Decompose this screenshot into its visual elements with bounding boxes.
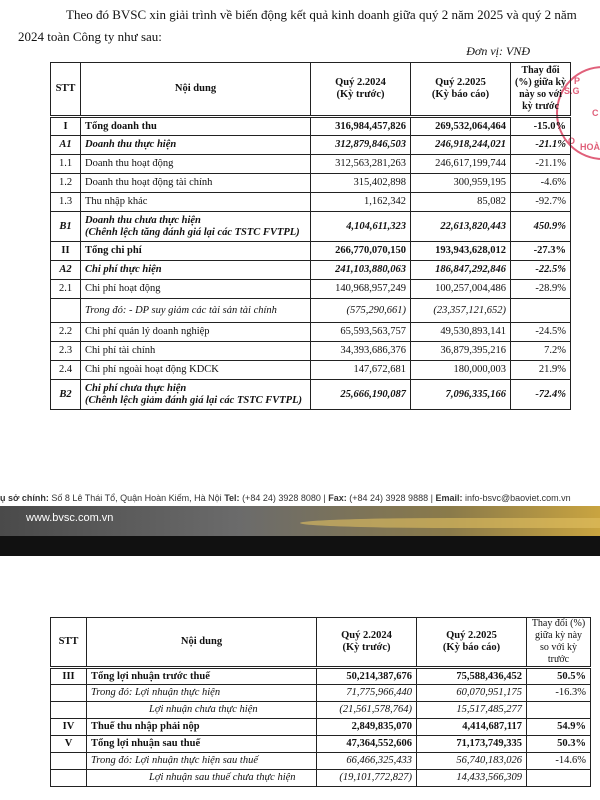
table-row xyxy=(51,261,571,280)
cell-stt: B2 xyxy=(51,380,81,410)
cell-stt: 2.2 xyxy=(51,323,81,342)
cell-q2024: 312,879,846,503 xyxy=(311,136,411,155)
cell-stt: 2.1 xyxy=(51,280,81,299)
profit-table xyxy=(50,617,591,787)
unit-label: Đơn vị: VNĐ xyxy=(466,44,530,58)
cell-q2025: 60,070,951,175 xyxy=(417,685,527,702)
cell-stt: 1.3 xyxy=(51,193,81,212)
cell-stt: I xyxy=(51,117,81,136)
cell-q2025: (23,357,121,652) xyxy=(411,299,511,323)
cell-stt: II xyxy=(51,242,81,261)
cell-stt: 1.2 xyxy=(51,174,81,193)
cell-stt xyxy=(51,299,81,323)
table-row xyxy=(51,342,571,361)
cell-change: 54.9% xyxy=(527,719,591,736)
cell-q2024: 312,563,281,263 xyxy=(311,155,411,174)
cell-change: 21.9% xyxy=(511,361,571,380)
header-change-2: Thay đổi (%) giữa kỳ này so với kỳ trước xyxy=(527,618,591,668)
cell-change xyxy=(527,770,591,787)
cell-q2025: 300,959,195 xyxy=(411,174,511,193)
cell-stt: IV xyxy=(51,719,87,736)
cell-stt: 2.4 xyxy=(51,361,81,380)
table-row xyxy=(51,685,591,702)
cell-content: Thu nhập khác xyxy=(81,193,311,212)
cell-q2025: 49,530,893,141 xyxy=(411,323,511,342)
cell-change: -21.1% xyxy=(511,136,571,155)
table-row xyxy=(51,155,571,174)
cell-content: Trong đó: - DP suy giảm các tài sản tài chính xyxy=(81,299,311,323)
cell-q2024: 65,593,563,757 xyxy=(311,323,411,342)
header-q2025-2: Quý 2.2025 (Kỳ báo cáo) xyxy=(417,618,527,668)
cell-q2024: 140,968,957,249 xyxy=(311,280,411,299)
footer-wave xyxy=(300,518,600,528)
business-results-table xyxy=(50,62,571,410)
cell-q2024: 71,775,966,440 xyxy=(317,685,417,702)
cell-content: Chi phí tài chính xyxy=(81,342,311,361)
cell-q2025: 85,082 xyxy=(411,193,511,212)
cell-stt: A1 xyxy=(51,136,81,155)
table-row xyxy=(51,736,591,753)
table-row xyxy=(51,174,571,193)
cell-content: Thuế thu nhập phải nộp xyxy=(87,719,317,736)
header-change: Thay đổi (%) giữa kỳ này so với kỳ trước xyxy=(511,63,571,117)
website-link[interactable]: www.bvsc.com.vn xyxy=(26,512,114,524)
cell-change: -21.1% xyxy=(511,155,571,174)
cell-stt: A2 xyxy=(51,261,81,280)
cell-change: -28.9% xyxy=(511,280,571,299)
cell-change: -24.5% xyxy=(511,323,571,342)
cell-content: Tổng lợi nhuận sau thuế xyxy=(87,736,317,753)
header-content: Nội dung xyxy=(81,63,311,117)
cell-q2025: 269,532,064,464 xyxy=(411,117,511,136)
header-q2025: Quý 2.2025 (Kỳ báo cáo) xyxy=(411,63,511,117)
cell-q2025: 180,000,003 xyxy=(411,361,511,380)
header-stt: STT xyxy=(51,63,81,117)
table-row xyxy=(51,668,591,685)
header-q2024-2: Quý 2.2024 (Kỳ trước) xyxy=(317,618,417,668)
cell-change: 7.2% xyxy=(511,342,571,361)
cell-q2024: 315,402,898 xyxy=(311,174,411,193)
cell-q2024: 147,672,681 xyxy=(311,361,411,380)
cell-content: Doanh thu chưa thực hiện (Chênh lệch tăng đánh giá lại các TSTC FVTPL) xyxy=(81,212,311,242)
cell-change: 50.5% xyxy=(527,668,591,685)
company-seal: S.G P C O HOÀ xyxy=(556,66,600,160)
cell-content: Doanh thu hoạt động tài chính xyxy=(81,174,311,193)
table-row xyxy=(51,280,571,299)
cell-q2025: 246,918,244,021 xyxy=(411,136,511,155)
cell-content: Doanh thu hoạt động xyxy=(81,155,311,174)
header-stt-2: STT xyxy=(51,618,87,668)
intro-paragraph: Theo đó BVSC xin giải trình về biến động kết quả kinh doanh giữa quý 2 năm 2025 và quý 2 năm 2024 toàn Công ty như sau: xyxy=(18,7,577,44)
cell-content: Tổng lợi nhuận trước thuế xyxy=(87,668,317,685)
table-row xyxy=(51,117,571,136)
cell-change: 450.9% xyxy=(511,212,571,242)
table-row xyxy=(51,702,591,719)
table-row xyxy=(51,770,591,787)
header-content-2: Nội dung xyxy=(87,618,317,668)
cell-q2024: 266,770,070,150 xyxy=(311,242,411,261)
cell-change xyxy=(527,702,591,719)
cell-q2024: 25,666,190,087 xyxy=(311,380,411,410)
cell-content: Chi phí quản lý doanh nghiệp xyxy=(81,323,311,342)
cell-q2024: 316,984,457,826 xyxy=(311,117,411,136)
cell-q2024: 241,103,880,063 xyxy=(311,261,411,280)
cell-q2025: 56,740,183,026 xyxy=(417,753,527,770)
cell-q2025: 193,943,628,012 xyxy=(411,242,511,261)
cell-content: Trong đó: Lợi nhuận thực hiện xyxy=(87,685,317,702)
cell-q2025: 7,096,335,166 xyxy=(411,380,511,410)
cell-q2025: 100,257,004,486 xyxy=(411,280,511,299)
cell-stt xyxy=(51,702,87,719)
table-row xyxy=(51,753,591,770)
cell-q2024: (21,561,578,764) xyxy=(317,702,417,719)
table-row xyxy=(51,136,571,155)
cell-q2025: 186,847,292,846 xyxy=(411,261,511,280)
table-row xyxy=(51,212,571,242)
table-row xyxy=(51,242,571,261)
cell-change xyxy=(511,299,571,323)
cell-q2024: (575,290,661) xyxy=(311,299,411,323)
company-address-line: ụ sở chính: Số 8 Lê Thái Tổ, Quận Hoàn Kiếm, Hà Nội Tel: (+84 24) 3928 8080 | Fax: (+84 24) 3928 9888 | Email: info-bsvc@baoviet.com.vn xyxy=(0,493,571,503)
cell-q2024: 1,162,342 xyxy=(311,193,411,212)
page-gap xyxy=(0,536,600,556)
cell-content: Chi phí ngoài hoạt động KDCK xyxy=(81,361,311,380)
cell-q2024: 34,393,686,376 xyxy=(311,342,411,361)
table-row xyxy=(51,380,571,410)
table-row xyxy=(51,719,591,736)
cell-q2025: 15,517,485,277 xyxy=(417,702,527,719)
cell-content: Tổng chi phí xyxy=(81,242,311,261)
cell-stt: III xyxy=(51,668,87,685)
table-row xyxy=(51,193,571,212)
cell-q2025: 14,433,566,309 xyxy=(417,770,527,787)
cell-content: Lợi nhuận sau thuế chưa thực hiện xyxy=(87,770,317,787)
cell-content: Lợi nhuận chưa thực hiện xyxy=(87,702,317,719)
cell-content: Chi phí chưa thực hiện (Chênh lệch giảm đánh giá lại các TSTC FVTPL) xyxy=(81,380,311,410)
cell-q2025: 22,613,820,443 xyxy=(411,212,511,242)
cell-content: Trong đó: Lợi nhuận thực hiện sau thuế xyxy=(87,753,317,770)
cell-change: -92.7% xyxy=(511,193,571,212)
table-row xyxy=(51,323,571,342)
cell-q2025: 75,588,436,452 xyxy=(417,668,527,685)
cell-change: -16.3% xyxy=(527,685,591,702)
cell-change: -15.0% xyxy=(511,117,571,136)
cell-change: -22.5% xyxy=(511,261,571,280)
cell-stt: V xyxy=(51,736,87,753)
cell-change: -14.6% xyxy=(527,753,591,770)
cell-content: Chi phí hoạt động xyxy=(81,280,311,299)
table-row xyxy=(51,361,571,380)
cell-q2024: 2,849,835,070 xyxy=(317,719,417,736)
cell-q2025: 4,414,687,117 xyxy=(417,719,527,736)
cell-content: Doanh thu thực hiện xyxy=(81,136,311,155)
cell-stt: B1 xyxy=(51,212,81,242)
cell-stt: 1.1 xyxy=(51,155,81,174)
cell-q2024: (19,101,772,827) xyxy=(317,770,417,787)
cell-change: 50.3% xyxy=(527,736,591,753)
cell-change: -27.3% xyxy=(511,242,571,261)
cell-stt xyxy=(51,753,87,770)
cell-content: Chi phí thực hiện xyxy=(81,261,311,280)
cell-q2025: 246,617,199,744 xyxy=(411,155,511,174)
header-q2024: Quý 2.2024 (Kỳ trước) xyxy=(311,63,411,117)
cell-content: Tổng doanh thu xyxy=(81,117,311,136)
cell-q2024: 66,466,325,433 xyxy=(317,753,417,770)
cell-stt: 2.3 xyxy=(51,342,81,361)
cell-stt xyxy=(51,685,87,702)
cell-q2025: 36,879,395,216 xyxy=(411,342,511,361)
cell-q2025: 71,173,749,335 xyxy=(417,736,527,753)
cell-change: -72.4% xyxy=(511,380,571,410)
cell-q2024: 50,214,387,676 xyxy=(317,668,417,685)
table-row xyxy=(51,299,571,323)
cell-change: -4.6% xyxy=(511,174,571,193)
cell-stt xyxy=(51,770,87,787)
cell-q2024: 4,104,611,323 xyxy=(311,212,411,242)
cell-q2024: 47,364,552,606 xyxy=(317,736,417,753)
